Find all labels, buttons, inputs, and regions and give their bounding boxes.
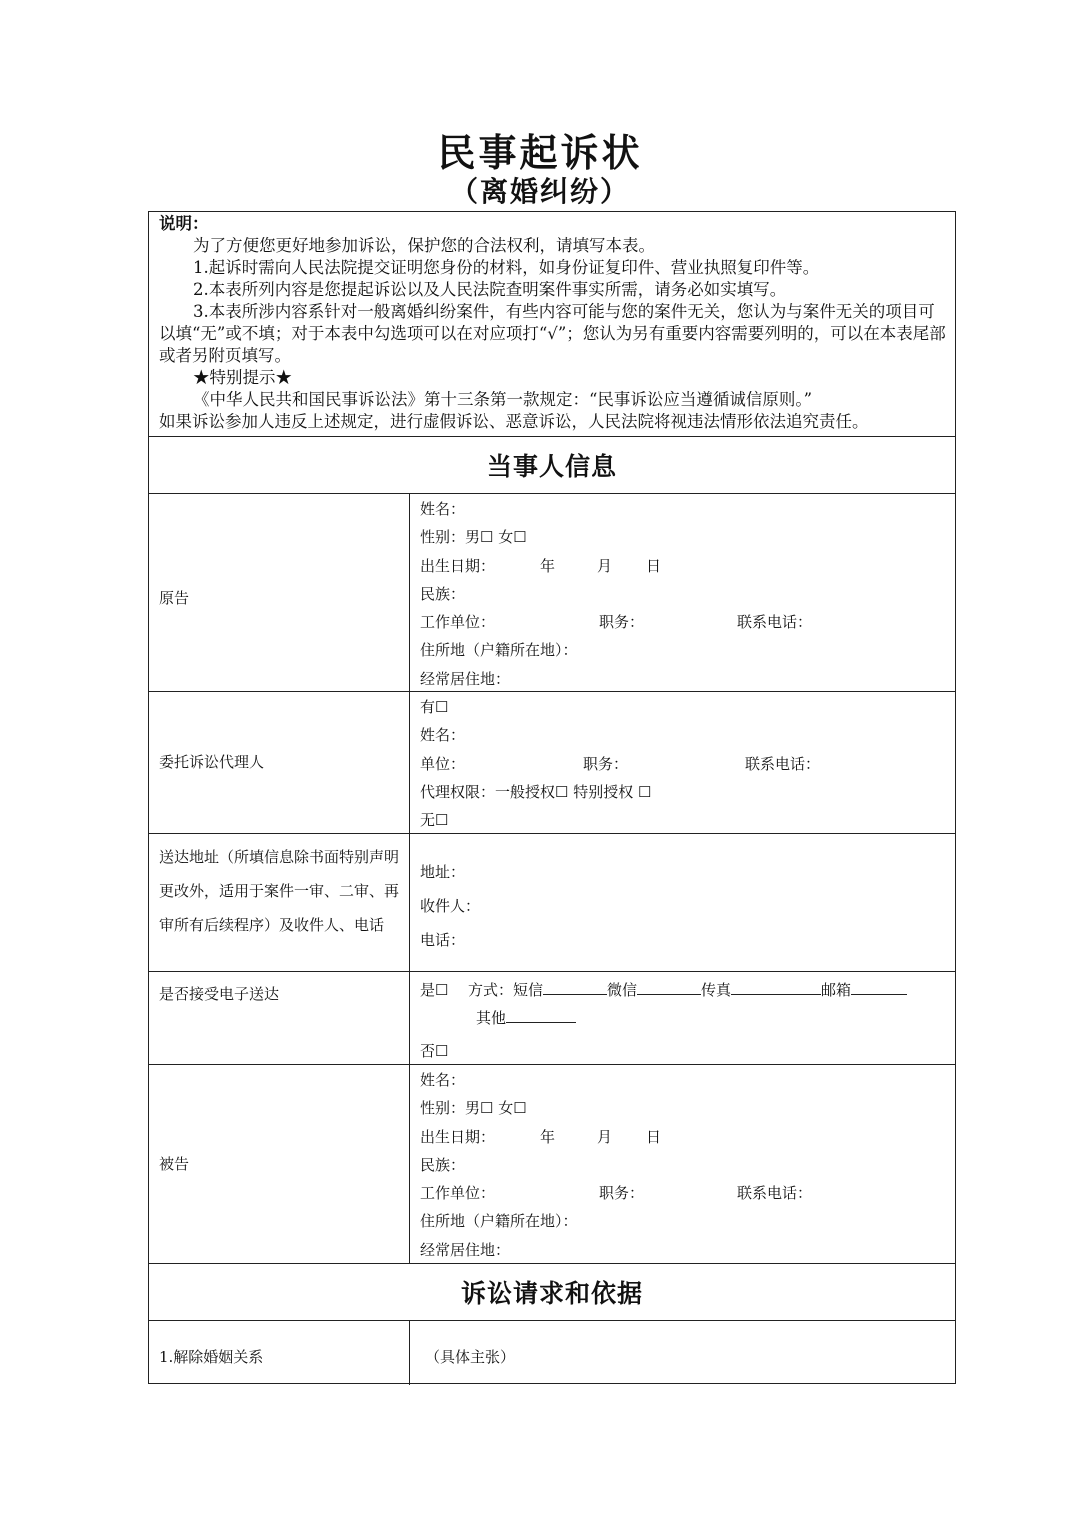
birthdate-label: 出生日期： bbox=[420, 1127, 496, 1146]
electronic-service-yes-checkbox[interactable]: 是☐ bbox=[420, 981, 449, 999]
sms-blank[interactable] bbox=[543, 977, 607, 995]
defendant-employment-row[interactable] bbox=[420, 1179, 950, 1207]
unit-label: 单位： bbox=[420, 754, 466, 773]
day-label: 日 bbox=[646, 1127, 662, 1146]
plaintiff-name-field[interactable]: 姓名： bbox=[420, 500, 466, 518]
document-title: 民事起诉状 bbox=[437, 131, 643, 175]
plaintiff-fields bbox=[420, 495, 950, 693]
divider bbox=[149, 436, 955, 437]
agent-authority-checkboxes[interactable]: 代理权限：一般授权☐ 特别授权 ☐ bbox=[420, 782, 652, 801]
section-heading-parties: 当事人信息 bbox=[486, 452, 617, 481]
electronic-service-no-checkbox[interactable]: 否☐ bbox=[420, 1041, 449, 1060]
complaint-form-table bbox=[148, 211, 956, 1384]
defendant-gender-field[interactable]: 性别：男☐ 女☐ bbox=[420, 1099, 527, 1118]
agent-label: 委托诉讼代理人 bbox=[159, 753, 265, 771]
method-email-label: 邮箱 bbox=[821, 981, 852, 999]
column-divider bbox=[409, 1064, 410, 1263]
defendant-birthdate-field[interactable] bbox=[420, 1123, 950, 1151]
wechat-blank[interactable] bbox=[637, 977, 701, 995]
plaintiff-ethnicity-field[interactable]: 民族： bbox=[420, 584, 466, 603]
instructions-item-3: 3.本表所涉内容系针对一般离婚纠纷案件，有些内容可能与您的案件无关，您认为与案件无关的项目可以填“无”或不填；对于本表中勾选项可以在对应项打“√”；您认为另有重要内容需要列明的，可以在本表尾部或者另附页填写。 bbox=[159, 302, 946, 365]
phone-label: 联系电话： bbox=[737, 1184, 813, 1203]
column-divider bbox=[409, 493, 410, 691]
defendant-domicile-field[interactable]: 住所地（户籍所在地）： bbox=[420, 1212, 578, 1231]
claim-1-value-field[interactable]: （具体主张） bbox=[425, 1348, 516, 1366]
defendant-residence-field[interactable]: 经常居住地： bbox=[420, 1240, 511, 1259]
month-label: 月 bbox=[597, 556, 613, 575]
plaintiff-domicile-field[interactable]: 住所地（户籍所在地）： bbox=[420, 641, 578, 660]
plaintiff-label: 原告 bbox=[159, 589, 190, 607]
service-address-fields bbox=[420, 855, 950, 957]
special-notice-law: 《中华人民共和国民事诉讼法》第十三条第一款规定：“民事诉讼应当遵循诚信原则。” bbox=[193, 390, 813, 409]
agent-no-checkbox[interactable]: 无☐ bbox=[420, 811, 449, 830]
instructions-item-1: 1.起诉时需向人民法院提交证明您身份的材料，如身份证复印件、营业执照复印件等。 bbox=[193, 258, 820, 277]
phone-label: 联系电话： bbox=[737, 613, 813, 632]
electronic-service-fields bbox=[420, 976, 950, 1065]
agent-fields bbox=[420, 693, 950, 834]
method-other-label: 其他 bbox=[476, 1009, 507, 1028]
instructions-item-2: 2.本表所列内容是您提起诉讼以及人民法院查明案件事实所需，请务必如实填写。 bbox=[193, 280, 787, 299]
plaintiff-birthdate-field[interactable] bbox=[420, 552, 950, 580]
year-label: 年 bbox=[540, 1127, 556, 1146]
phone-label: 联系电话： bbox=[745, 754, 821, 773]
instructions-intro: 为了方便您更好地参加诉讼，保护您的合法权利，请填写本表。 bbox=[193, 236, 655, 255]
service-address-label: 送达地址（所填信息除书面特别声明更改外，适用于案件一审、二审、再审所有后续程序）及收件人、电话 bbox=[159, 848, 400, 934]
method-wechat-label: 微信 bbox=[607, 981, 638, 999]
position-label: 职务： bbox=[599, 613, 645, 632]
defendant-name-field[interactable]: 姓名： bbox=[420, 1071, 466, 1089]
divider bbox=[149, 1320, 955, 1321]
agent-name-field[interactable]: 姓名： bbox=[420, 726, 466, 745]
plaintiff-gender-field[interactable]: 性别：男☐ 女☐ bbox=[420, 528, 527, 547]
service-recipient-field[interactable]: 收件人： bbox=[420, 897, 481, 915]
fax-blank[interactable] bbox=[731, 977, 821, 995]
defendant-ethnicity-field[interactable]: 民族： bbox=[420, 1155, 466, 1174]
special-notice-title: ★特别提示★ bbox=[193, 368, 292, 387]
divider bbox=[149, 493, 955, 494]
electronic-service-other[interactable] bbox=[420, 1004, 950, 1032]
document-subtitle: （离婚纠纷） bbox=[449, 175, 630, 208]
plaintiff-employment-row[interactable] bbox=[420, 608, 950, 636]
position-label: 职务： bbox=[599, 1184, 645, 1203]
service-phone-field[interactable]: 电话： bbox=[420, 931, 466, 949]
electronic-service-methods[interactable] bbox=[420, 976, 950, 1004]
employer-label: 工作单位： bbox=[420, 613, 496, 632]
electronic-service-label: 是否接受电子送达 bbox=[159, 985, 280, 1003]
column-divider bbox=[409, 1320, 410, 1385]
other-blank[interactable] bbox=[506, 1005, 576, 1023]
divider bbox=[149, 971, 955, 972]
special-notice-warning: 如果诉讼参加人违反上述规定，进行虚假诉讼、恶意诉讼，人民法院将视违法情形依法追究责任。 bbox=[159, 412, 869, 431]
service-address-field[interactable]: 地址： bbox=[420, 863, 466, 881]
claim-1-label: 1.解除婚姻关系 bbox=[159, 1348, 264, 1366]
section-heading-claims: 诉讼请求和依据 bbox=[460, 1279, 643, 1308]
agent-unit-row[interactable] bbox=[420, 750, 950, 778]
position-label: 职务： bbox=[583, 754, 629, 773]
email-blank[interactable] bbox=[851, 977, 907, 995]
agent-yes-checkbox[interactable]: 有☐ bbox=[420, 698, 449, 716]
method-sms-label: 方式：短信 bbox=[468, 981, 544, 999]
column-divider bbox=[409, 833, 410, 971]
defendant-fields bbox=[420, 1066, 950, 1264]
column-divider bbox=[409, 971, 410, 1064]
plaintiff-residence-field[interactable]: 经常居住地： bbox=[420, 669, 511, 688]
year-label: 年 bbox=[540, 556, 556, 575]
month-label: 月 bbox=[597, 1127, 613, 1146]
instructions-block bbox=[159, 213, 949, 433]
employer-label: 工作单位： bbox=[420, 1184, 496, 1203]
method-fax-label: 传真 bbox=[701, 981, 732, 999]
instructions-heading: 说明： bbox=[159, 214, 209, 233]
defendant-label: 被告 bbox=[159, 1155, 190, 1173]
day-label: 日 bbox=[646, 556, 662, 575]
birthdate-label: 出生日期： bbox=[420, 556, 496, 575]
column-divider bbox=[409, 691, 410, 833]
